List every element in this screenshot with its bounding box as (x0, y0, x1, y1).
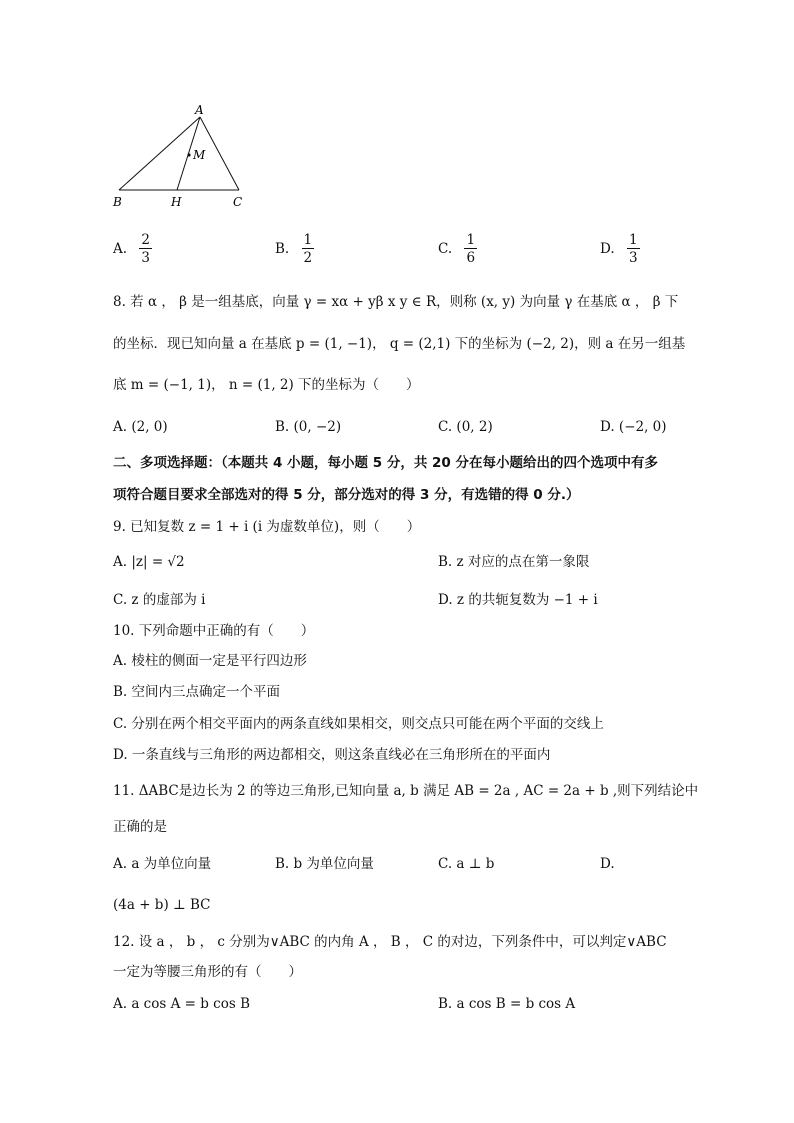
q11-option-b[interactable]: B. b 为单位向量 (275, 856, 374, 872)
q8-option-d[interactable]: D. (−2, 0) (600, 419, 667, 435)
q11-stem-line1: 11. ΔABC是边长为 2 的等边三角形,已知向量 a, b 满足 AB = 2a , AC = 2a + b ,则下列结论中 (113, 783, 699, 799)
section-heading-line2: 项符合题目要求全部选对的得 5 分，部分选对的得 3 分，有选错的得 0 分.） (113, 487, 580, 503)
label-m: M (193, 148, 206, 162)
q8-stem-line1: 8. 若 α ， β 是一组基底，向量 γ = xα + yβ x y ∈ R，则称 (x, y) 为向量 γ 在基底 α ， β 下 (113, 294, 679, 310)
fraction: $\frac{1}{6}$ (466, 232, 476, 266)
q10-option-b[interactable]: B. 空间内三点确定一个平面 (113, 684, 281, 700)
q11-option-d-letter[interactable]: D. (600, 856, 615, 872)
q9-option-d[interactable]: D. z 的共轭复数为 −1 + i (438, 592, 598, 608)
q8-option-b[interactable]: B. (0, −2) (275, 419, 342, 435)
fraction: $\frac{1}{3}$ (628, 232, 638, 266)
q10-option-d[interactable]: D. 一条直线与三角形的两边都相交，则这条直线必在三角形所在的平面内 (113, 747, 551, 763)
label-b: B (113, 195, 122, 209)
section-heading-line1: 二、多项选择题：（本题共 4 小题，每小题 5 分，共 20 分在每小题给出的四个选项中有多 (113, 455, 659, 471)
q11-stem-line2: 正确的是 (113, 819, 167, 835)
q12-stem-line2: 一定为等腰三角形的有（ ） (113, 964, 302, 980)
side-ac (200, 117, 239, 190)
q9-option-b[interactable]: B. z 对应的点在第一象限 (438, 554, 590, 570)
side-ab (119, 117, 200, 190)
fraction: $\frac{2}{3}$ (141, 232, 150, 266)
point-m (187, 153, 190, 156)
q9-option-a[interactable]: A. |z| = √2 (113, 554, 185, 570)
q9-option-c[interactable]: C. z 的虚部为 i (113, 592, 206, 608)
label-h: H (171, 195, 182, 209)
q8-stem-line2: 的坐标．现已知向量 a 在基底 p = (1, −1)， q = (2,1) 下的坐标为 (−2, 2)，则 a 在另一组基 (113, 336, 686, 352)
q11-option-a[interactable]: A. a 为单位向量 (113, 856, 212, 872)
q8-option-c[interactable]: C. (0, 2) (438, 419, 493, 435)
q11-option-c[interactable]: C. a ⊥ b (438, 856, 495, 872)
label-c: C (233, 195, 243, 209)
q7-option-b[interactable]: B. $\frac{1}{2}$ (275, 232, 313, 266)
q8-option-a[interactable]: A. (2, 0) (113, 419, 168, 435)
q10-stem: 10. 下列命题中正确的有（ ） (113, 623, 315, 639)
q7-option-a[interactable]: A. $\frac{2}{3}$ (113, 232, 150, 266)
q12-option-a[interactable]: A. a cos A = b cos B (113, 996, 250, 1012)
q12-option-b[interactable]: B. a cos B = b cos A (438, 996, 576, 1012)
fraction: $\frac{1}{2}$ (303, 232, 313, 266)
q7-option-c[interactable]: C. $\frac{1}{6}$ (438, 232, 476, 266)
q9-stem: 9. 已知复数 z = 1 + i (i 为虚数单位)，则（ ） (113, 519, 421, 535)
q12-stem-line1: 12. 设 a ， b ， c 分别为∨ABC 的内角 A ， B ， C 的对边，下列条件中，可以判定∨ABC (113, 934, 667, 950)
q8-stem-line3: 底 m = (−1, 1)， n = (1, 2) 下的坐标为（ ） (113, 377, 420, 393)
triangle-figure (105, 100, 265, 215)
q11-option-d-body[interactable]: (4a + b) ⊥ BC (113, 897, 211, 913)
q7-option-d[interactable]: D. $\frac{1}{3}$ (600, 232, 638, 266)
label-a: A (195, 103, 204, 117)
q10-option-c[interactable]: C. 分别在两个相交平面内的两条直线如果相交，则交点只可能在两个平面的交线上 (113, 716, 604, 732)
q10-option-a[interactable]: A. 棱柱的侧面一定是平行四边形 (113, 653, 307, 669)
